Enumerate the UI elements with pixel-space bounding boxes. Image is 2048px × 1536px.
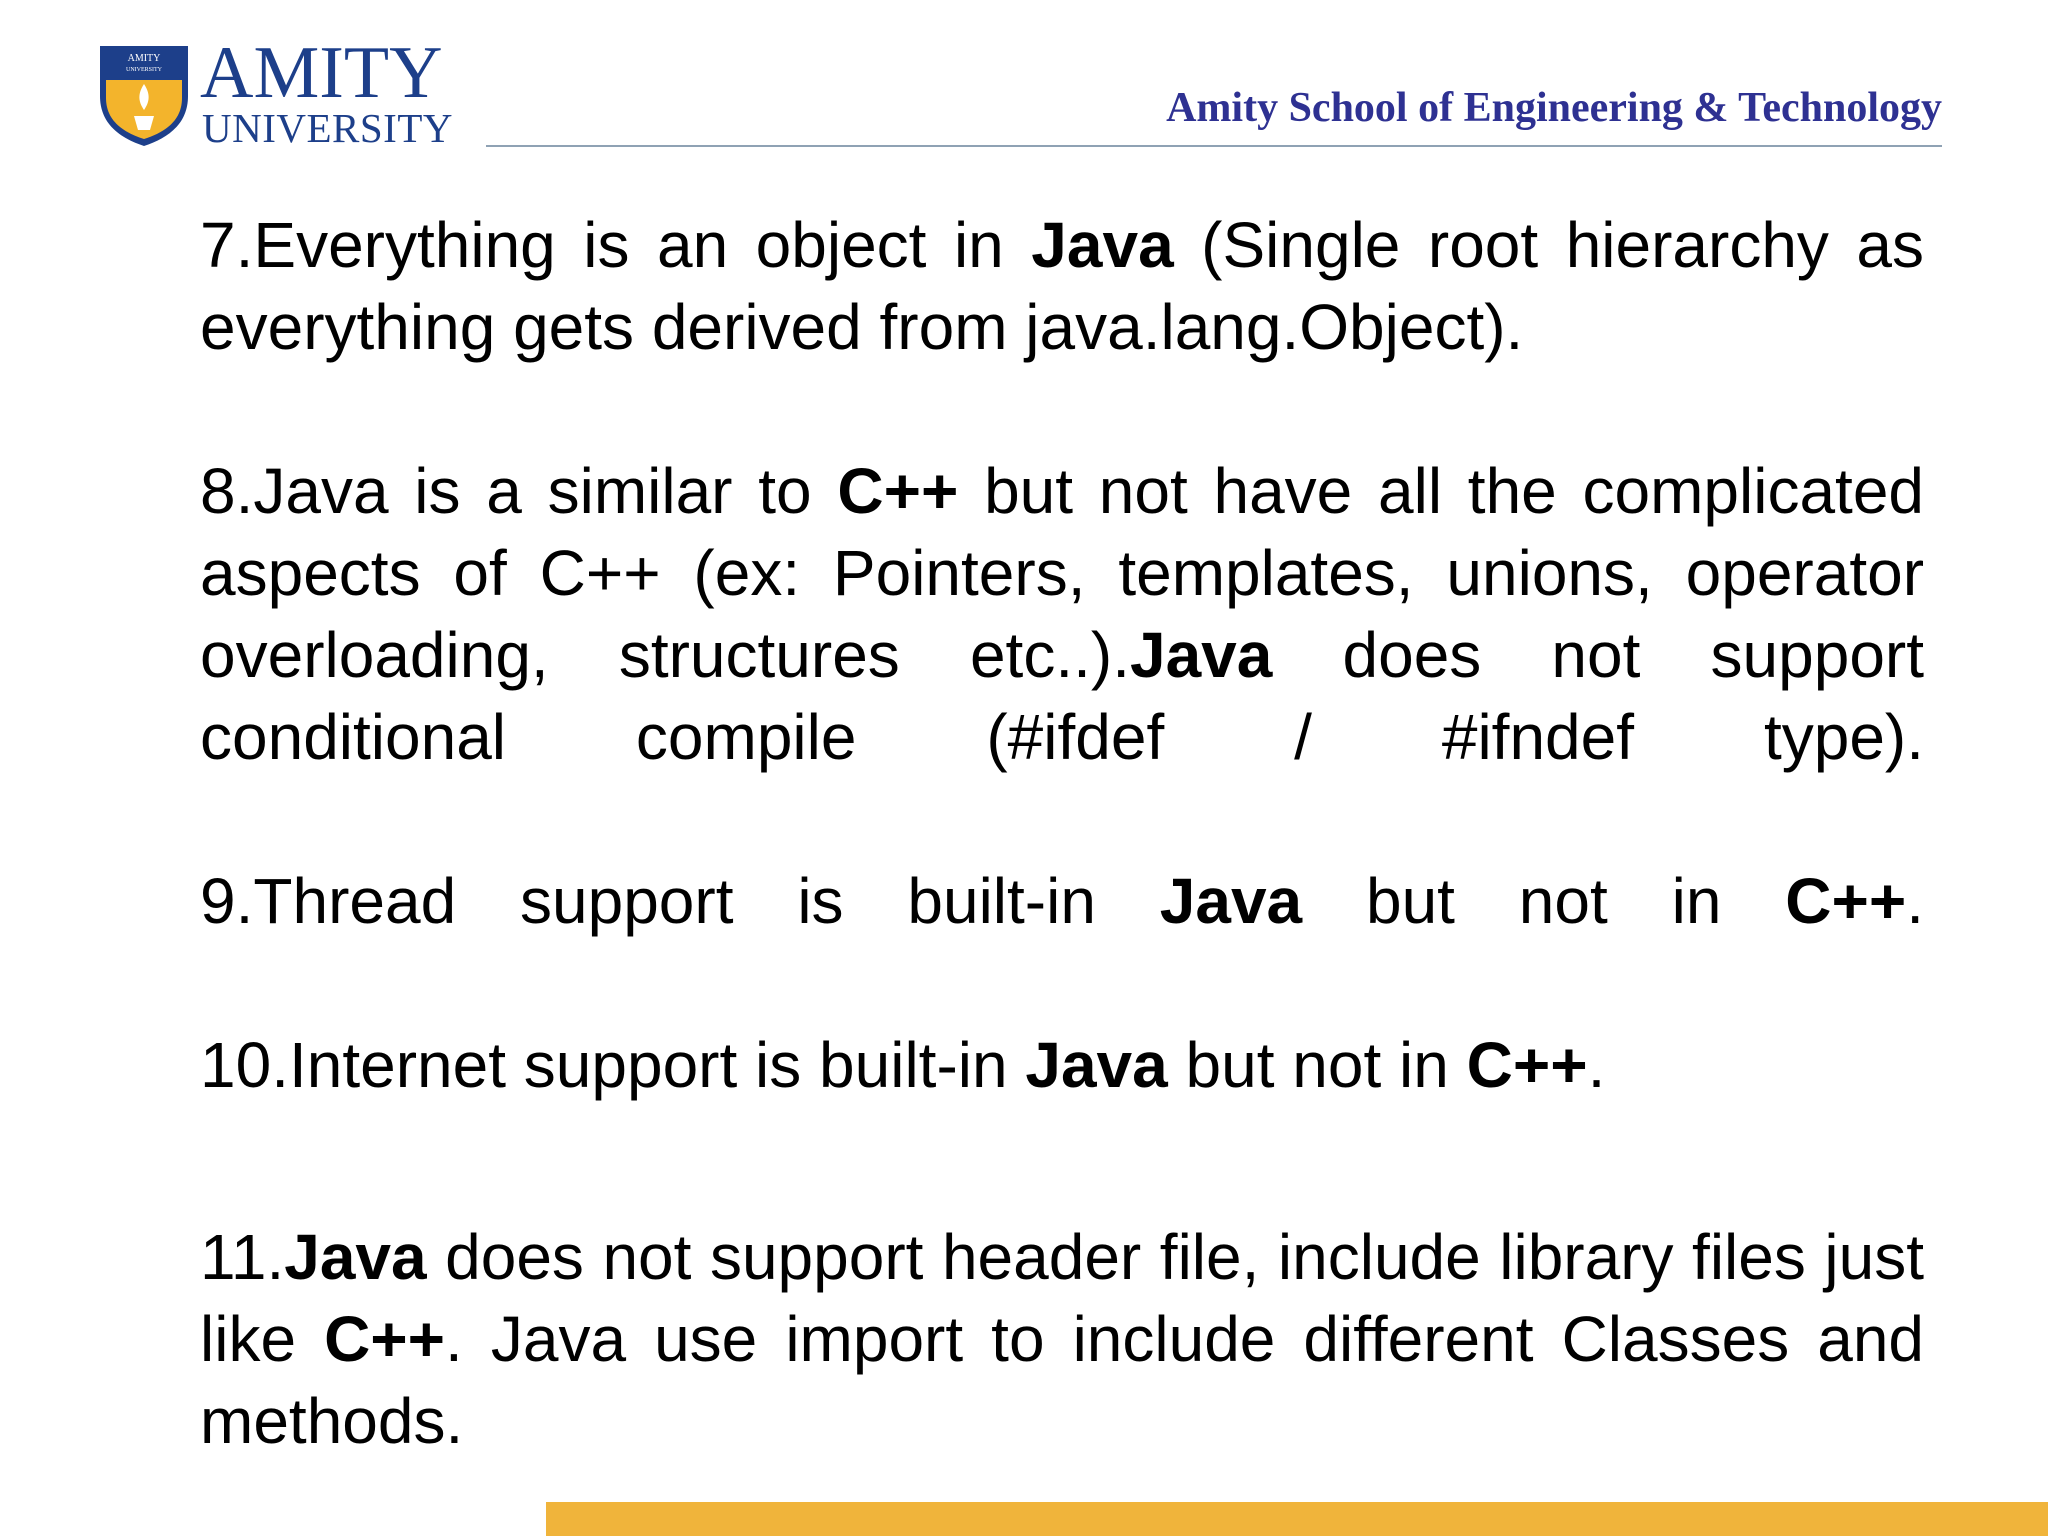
amity-shield-icon bbox=[96, 40, 192, 148]
point-9-text-1: 9.Thread support is built-in bbox=[200, 865, 1160, 937]
point-11-text-1: 11. bbox=[200, 1221, 285, 1293]
svg-text:AMITY: AMITY bbox=[127, 53, 161, 64]
point-8-bold-java: Java bbox=[1129, 619, 1273, 691]
point-9-text-2: but not in bbox=[1302, 865, 1786, 937]
logo-wordmark: AMITY bbox=[200, 32, 443, 114]
point-8 bbox=[200, 450, 1924, 778]
point-8-text-1: 8.Java is a similar to bbox=[200, 455, 838, 527]
point-7 bbox=[200, 204, 1924, 368]
point-11 bbox=[200, 1216, 1924, 1462]
point-8-text-2: but not have all the complicated aspects of C++ (ex: Pointers, templates, unions, operator overloading, structures etc..). bbox=[200, 455, 1925, 691]
header-divider bbox=[486, 145, 1942, 147]
point-11-bold-java: Java bbox=[284, 1221, 427, 1293]
point-8-text-3: does not support conditional compile (#ifdef / #ifndef type). bbox=[200, 619, 1925, 773]
point-9-bold-cpp: C++ bbox=[1785, 865, 1907, 937]
point-7-bold-java: Java bbox=[1031, 209, 1174, 281]
svg-text:UNIVERSITY: UNIVERSITY bbox=[126, 67, 162, 73]
point-7-text-2: (Single root hierarchy as everything gets derived from java.lang.Object). bbox=[200, 209, 1925, 363]
logo-subtitle: UNIVERSITY bbox=[202, 105, 453, 151]
school-name: Amity School of Engineering & Technology bbox=[1166, 85, 1942, 131]
point-8-bold-cpp: C++ bbox=[837, 455, 959, 527]
point-11-text-3: . Java use import to include different Classes and methods. bbox=[200, 1303, 1925, 1457]
point-10 bbox=[200, 1024, 1924, 1106]
point-7-text-1: 7.Everything is an object in bbox=[200, 209, 1032, 281]
point-10-text-3: . bbox=[1587, 1029, 1606, 1101]
slide-body bbox=[200, 204, 1924, 1462]
footer-accent-bar bbox=[546, 1502, 2048, 1536]
point-10-text-2: but not in bbox=[1167, 1029, 1467, 1101]
amity-logo bbox=[96, 32, 456, 152]
point-9 bbox=[200, 860, 1924, 942]
point-9-bold-java: Java bbox=[1159, 865, 1303, 937]
point-10-text-1: 10.Internet support is built-in bbox=[200, 1029, 1026, 1101]
point-10-bold-java: Java bbox=[1025, 1029, 1168, 1101]
point-9-text-3: . bbox=[1906, 865, 1924, 937]
point-11-bold-cpp: C++ bbox=[324, 1303, 446, 1375]
point-10-bold-cpp: C++ bbox=[1466, 1029, 1588, 1101]
point-11-text-2: does not support header file, include library files just like bbox=[200, 1221, 1924, 1375]
